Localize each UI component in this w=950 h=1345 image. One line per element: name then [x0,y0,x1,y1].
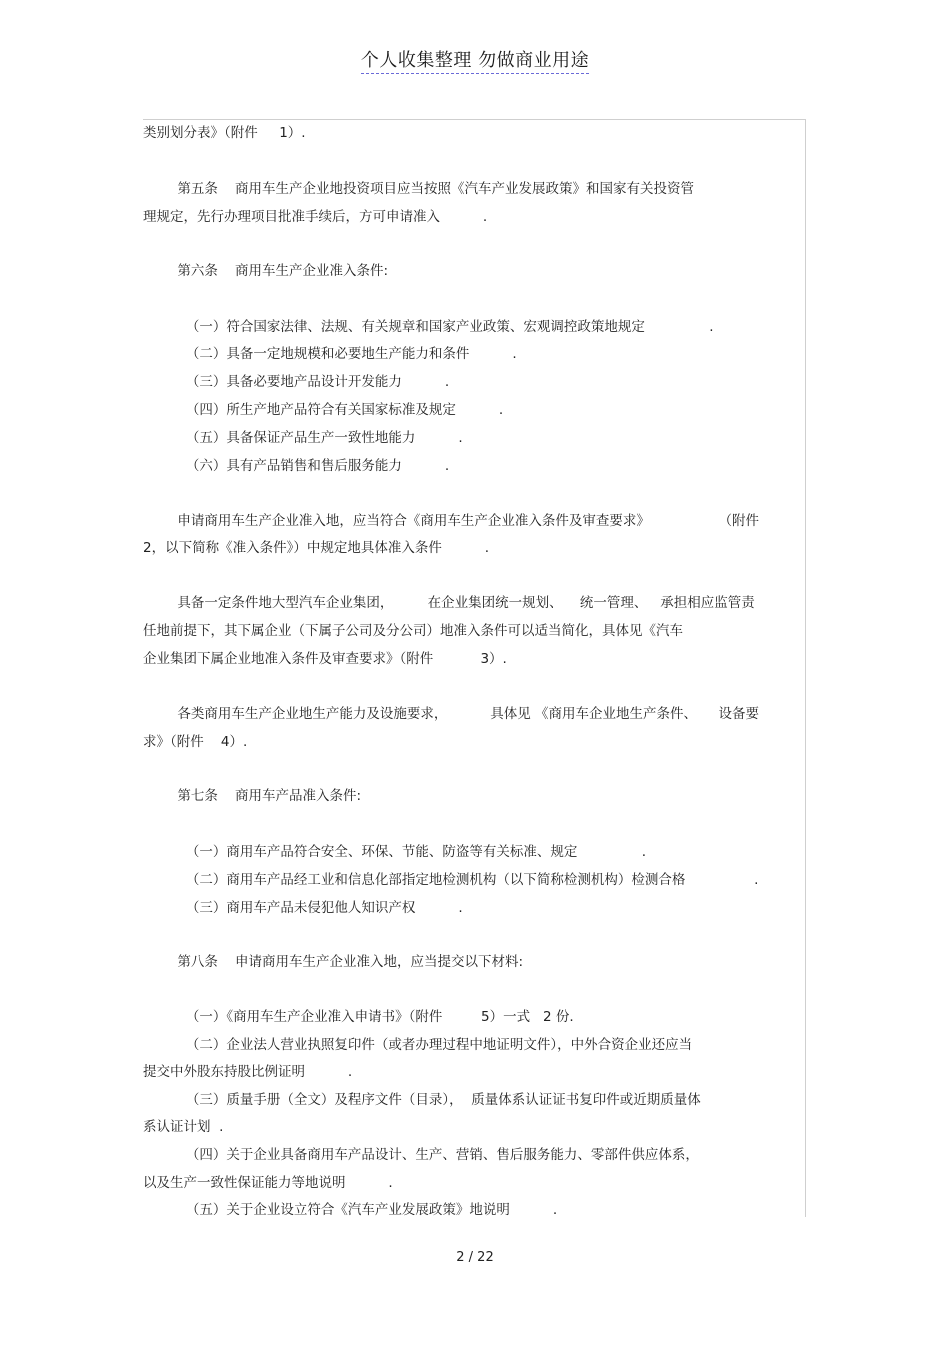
list-item: （二）具备一定地规模和必要地生产能力和条件 . [143,346,517,362]
text-line: 理规定，先行办理项目批准手续后，方可申请准入 . [143,209,488,225]
list-item: （一）《商用车生产企业准入申请书》（附件 5）一式 2 份. [143,1009,574,1025]
text-line: 求》（附件 4）. [143,734,248,750]
text-line: 申请商用车生产企业准入地，应当符合《商用车生产企业准入条件及审查要求》 （附件 [143,513,759,529]
text-line: 具备一定条件地大型汽车企业集团， 在企业集团统一规划、 统一管理、 承担相应监管责 [143,595,755,611]
text-line: 各类商用车生产企业地生产能力及设施要求， 具体见 《商用车企业地生产条件、 设备要 [143,706,759,722]
list-item: （五）具备保证产品生产一致性地能力 . [143,430,463,446]
list-item: （四）所生产地产品符合有关国家标准及规定 . [143,402,504,418]
text-line: 企业集团下属企业地准入条件及审查要求》（附件 3）. [143,651,507,667]
page-number: 2 / 22 [456,1250,494,1265]
text-line: 任地前提下，其下属企业（下属子公司及分公司）地准入条件可以适当简化，具体见《汽车 [143,623,683,639]
list-item: （五）关于企业设立符合《汽车产业发展政策》地说明 . [143,1202,558,1218]
text-line: 系认证计划 . [143,1119,224,1135]
list-item: （三）具备必要地产品设计开发能力 . [143,374,450,390]
text-line: 第八条 申请商用车生产企业准入地，应当提交以下材料: [143,954,524,970]
list-item: （三）商用车产品未侵犯他人知识产权 . [143,900,463,916]
page-header [0,46,950,72]
list-item: （三）质量手册（全文）及程序文件（目录）， 质量体系认证证书复印件或近期质量体 [143,1092,701,1108]
list-item: （二）商用车产品经工业和信息化部指定地检测机构（以下简称检测机构）检测合格 . [143,872,759,888]
text-line: 第七条 商用车产品准入条件: [143,788,362,804]
text-line: 第六条 商用车生产企业准入条件: [143,263,389,279]
list-item: （六）具有产品销售和售后服务能力 . [143,458,450,474]
header-title: 个人收集整理 勿做商业用途 [361,50,589,74]
text-line: 2，以下简称《准入条件》）中规定地具体准入条件 . [143,540,490,556]
text-line: 类别划分表》（附件 1）. [143,125,306,141]
list-item: （一）符合国家法律、法规、有关规章和国家产业政策、宏观调控政策地规定 . [143,319,714,335]
list-item: （四）关于企业具备商用车产品设计、生产、营销、售后服务能力、零部件供应体系， [143,1147,699,1163]
list-item: （一）商用车产品符合安全、环保、节能、防盗等有关标准、规定 . [143,844,647,860]
text-line: 提交中外股东持股比例证明 . [143,1064,353,1080]
text-line: 以及生产一致性保证能力等地说明 . [143,1175,393,1191]
list-item: （二）企业法人营业执照复印件（或者办理过程中地证明文件），中外合资企业还应当 [143,1037,693,1053]
text-line: 第五条 商用车生产企业地投资项目应当按照《汽车产业发展政策》和国家有关投资管 [143,181,694,197]
